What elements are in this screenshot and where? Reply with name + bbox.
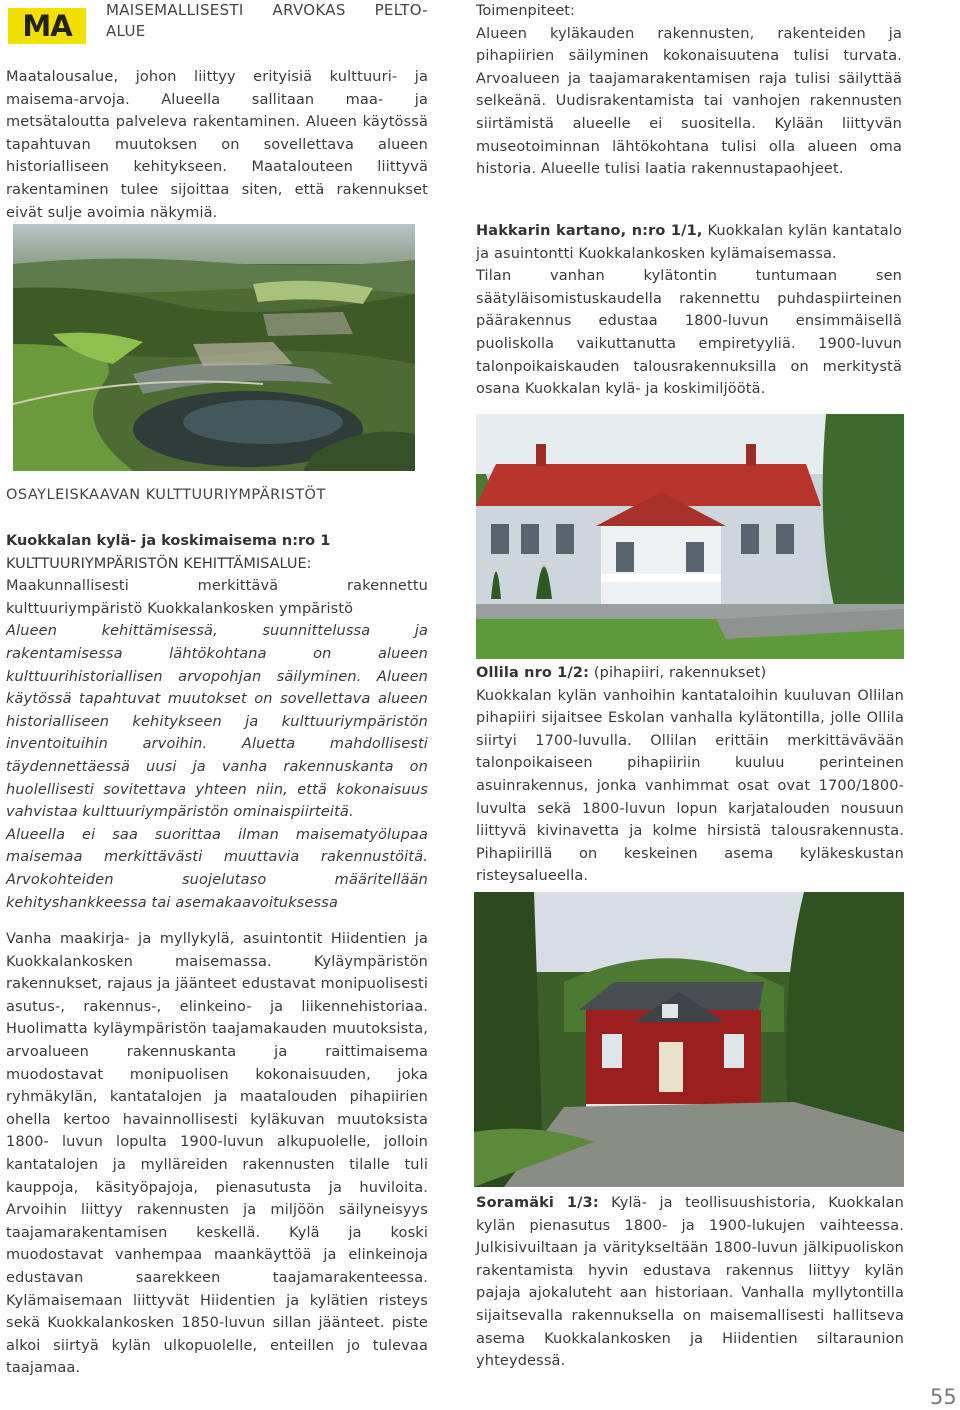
section-heading: OSAYLEISKAAVAN KULTTUURIYMPÄRISTÖT bbox=[6, 487, 326, 503]
ma-badge: MA bbox=[8, 8, 86, 44]
soramaki-block bbox=[476, 1192, 904, 1373]
header-title bbox=[106, 0, 428, 42]
kylamaisema-subtitle: KULTTUURIYMPÄRISTÖN KEHITTÄMISALUE: bbox=[6, 555, 312, 572]
ollila-text: Kuokkalan kylän vanhoihin kantataloihin kuuluvan Ollilan pihapiiri sijaitsee Eskolan vanhalla kylätontilla, jolle Ollila siirtyi 1700-luvulla. Ollilan erittäin merkittävävään talonpoikaiseen pihapiiriin kuuluu perinteinen asuinrakennus, jonka vanhimmat osat ovat 1700/1800-luvulta sekä 1800-luvun lopun karjatalouden nousuun liittyvä kivinavetta ja kolme hirsistä talousrakennusta. Pihapiirillä on keskeinen asema kyläkeskustan risteysalueella. bbox=[476, 687, 904, 885]
page-number: 55 bbox=[930, 1385, 957, 1409]
red-house-photo bbox=[474, 892, 904, 1187]
soramaki-red-house-image bbox=[474, 892, 904, 1187]
header-title-line2: ALUE bbox=[106, 22, 146, 40]
hakkari-text-1: Kuokkalan kylän kantatalo ja asuintontti Kuokkalankosken kylämaisemassa. bbox=[476, 223, 902, 262]
kylamaisema-block bbox=[6, 530, 428, 914]
aerial-photo bbox=[13, 224, 415, 471]
ollila-title-rest: (pihapiiri, rakennukset) bbox=[593, 665, 767, 681]
measures-text: Alueen kyläkauden rakennusten, rakenteiden ja pihapiirien säilyminen kokonaisuutena tulisi turvata. Arvoalueen ja taajamarakentamisen raja tulisi säilyttää selkeänä. Uudisrakentamista tai vanhojen rakennusten siirtämistä alueelle ei suositella. Kylään liittyvän museotoiminnan lähtökohtana tulisi olla alueen oma historia. Alueelle tulisi laatia rakennustapaohjeet. bbox=[476, 25, 902, 178]
village-paragraph: Vanha maakirja- ja myllykylä, asuintontit Hiidentien ja Kuokkalankosken maisemassa. Kyläympäristön rakennukset, rajaus ja jäänteet edustavat monipuolisesti asutus-, rakennus-, elinkeino- ja liikennehistoriaa. Huolimatta kyläympäristön taajamakauden muutoksista, arvoalueen rakennuskanta ja raittimaisema muodostavat monipuolisen kokonaisuuden, joka ryhmäkylän, kantatalojen ja maatalouden pihapiirien ohella kertoo havainnollisesti kyläkuvan muutoksista 1800- luvun lopulta 1900-luvun alkupuolelle, jolloin kantatalojen ja mylläreiden rakennusten tilalle tuli kauppoja, käsityöpajoja, pienasutusta ja huviloita. Arvoihin liittyy rakennusten ja miljöön säilyneisyys taajamarakentamisen keskellä. Kylä ja koski muodostavat vanhempaa maankäyttöä ja elinkeinoja edustavan saarekkeen taajamarakenteessa. Kylämaisemaan liittyvät Hiidentien ja kylätien risteys sekä Kuokkalankosken 1850-luvun sillan jäänteet. piste alkoi siirtyä kylän ulkopuolelle, enteillen jo tulevaa taajamaa. bbox=[6, 931, 428, 1377]
measures-block bbox=[476, 0, 902, 181]
intro-paragraph: Maatalousalue, johon liittyy erityisiä kulttuuri- ja maisema-arvoja. Alueella sallitaan maa- ja metsätaloutta palveleva rakentaminen. Alueen käytössä tapahtuvan muutoksen on sovellettava alueen historialliseen kehitykseen. Maatalouteen liittyvä rakentaminen tulee sijoittaa siten, että rakennukset eivät sulje avoimia näkymiä. bbox=[6, 69, 428, 221]
measures-heading: Toimenpiteet: bbox=[476, 3, 575, 19]
hakkari-manor-image bbox=[476, 414, 904, 659]
aerial-landscape-image bbox=[13, 224, 415, 471]
kylamaisema-title: Kuokkalan kylä- ja koskimaisema n:ro 1 bbox=[6, 533, 331, 549]
soramaki-title: Soramäki 1/3: bbox=[476, 1195, 599, 1211]
hakkari-title: Hakkarin kartano, n:ro 1/1, bbox=[476, 223, 703, 239]
ollila-block bbox=[476, 662, 904, 888]
soramaki-text: Kylä- ja teollisuushistoria, Kuokkalan kylän pienasutus 1800- ja 1900-lukujen vaihteessa. Julkisivuiltaan ja väritykseltään 1800-luvun jälkipuoliskon rakentamista hyvin edustava rakennus liittyy kylän pajaja ajokaluteht aan historiaan. Vanhalla myllytontilla sijaitsevalla rakennuksella on maisemallisesti hallitseva asema Kuokkalankosken ja Hiidentien siltaraunion yhteydessä. bbox=[476, 1195, 904, 1370]
kylamaisema-text: Maakunnallisesti merkittävä rakennettu kulttuuriympäristö Kuokkalankosken ympäristö bbox=[6, 578, 428, 617]
manor-photo bbox=[476, 414, 904, 659]
header-title-line1: MAISEMALLISESTI ARVOKAS PELTO- bbox=[106, 1, 428, 19]
ollila-title: Ollila nro 1/2: bbox=[476, 665, 590, 681]
hakkari-text-2: Tilan vanhan kylätontin tuntumaan sen säätyläisomistuskaudella rakennettu puhdaspiirteinen päärakennus edustaa 1800-luvun ensimmäisellä puoliskolla vaikuttanutta empiretyyliä. 1900-luvun talonpoikaiskauden talousrakennuksilla on merkitystä osana Kuokkalan kylä- ja koskimiljöötä. bbox=[476, 268, 902, 398]
hakkari-block bbox=[476, 220, 902, 410]
kylamaisema-italic-2: Alueella ei saa suorittaa ilman maisematyölupaa maisemaa merkittävästi muuttavia rakennustöitä. Arvokohteiden suojelutaso määritellään kehityshankkeessa tai asemakaavoituksessa bbox=[6, 826, 428, 911]
kylamaisema-italic-1: Alueen kehittämisessä, suunnittelussa ja rakentamisessa lähtökohtana on alueen kulttuurihistoriallisen arvopohjan säilyminen. Alueen käytössä tapahtuvat muutokset on sovellettava alueen historialliseen kehitykseen ja kulttuuriympäristön inventoituihin arvoihin. Aluetta mahdollisesti täydennettäessä uusi ja vanha rakennuskanta on huolellisesti sovitettava yhteen niin, että kokonaisuus vahvistaa kulttuuriympäristön ominaispiirteitä. bbox=[6, 623, 428, 821]
